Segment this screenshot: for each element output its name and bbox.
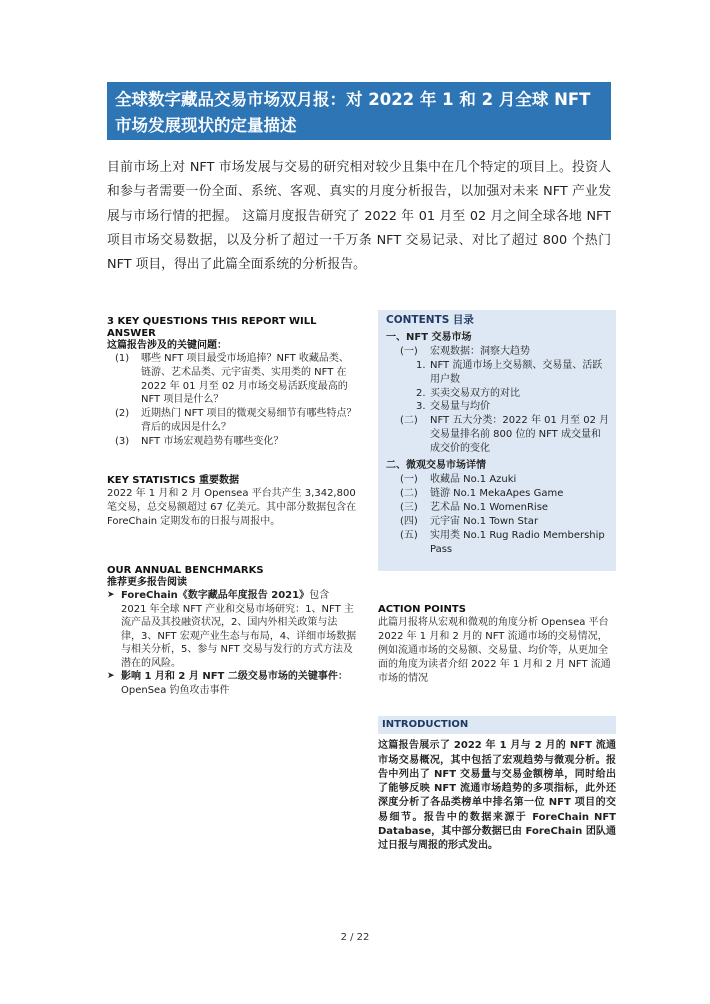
toc-subsection[interactable]: [386, 501, 610, 515]
key-statistics-section: [107, 475, 357, 528]
action-points-section: [378, 604, 616, 686]
question-item: [107, 352, 357, 407]
toc-section-2[interactable]: [386, 459, 610, 473]
key-events-label: 影响 1 月和 2 月 NFT 二级交易市场的关键事件：: [121, 671, 348, 682]
page-number: 2 / 22: [340, 932, 370, 943]
toc-title: NFT 流通市场上交易额、交易量、活跃用户数: [430, 359, 603, 385]
toc-subsection[interactable]: [386, 345, 610, 359]
arrow-bullet-icon: ➤: [107, 590, 115, 600]
contents-box: [378, 310, 616, 571]
toc-title: 链游 No.1 MekaApes Game: [430, 487, 564, 499]
question-item: [107, 407, 357, 435]
arrow-bullet-icon: ➤: [107, 671, 115, 681]
key-questions-heading-cn: 这篇报告涉及的关键问题：: [107, 340, 227, 351]
toc-title: 收藏品 No.1 Azuki: [430, 473, 517, 485]
toc-subsection[interactable]: [386, 473, 610, 487]
toc-title: NFT 交易市场: [406, 331, 472, 343]
benchmark-report-link[interactable]: ForeChain《数字藏品年度报告 2021》: [121, 590, 310, 601]
toc-number: (二): [400, 415, 418, 427]
question-number: (2): [115, 408, 130, 420]
toc-title: 艺术品 No.1 WomenRise: [430, 501, 549, 513]
introduction-text: 这篇报告展示了 2022 年 1 月与 2 月的 NFT 流通市场交易概况，其中包括了宏观趋势与微观分析。报告中列出了 NFT 交易量与交易金额榜单，同时给出了能够反映 NFT 流通市场趋势的多项指标，此外还深度分析了各品类榜单中排名第一位 NFT 项目的交易细节。报告中的数据来源于 ForeChain NFT Database，其中部分数据已由 ForeChain 团队通过日报与周报的形式发出。: [378, 740, 616, 852]
toc-title: 实用类 No.1 Rug Radio Membership Pass: [430, 529, 605, 555]
key-statistics-heading: KEY STATISTICS 重要数据: [107, 475, 240, 486]
toc-section-1[interactable]: [386, 331, 610, 345]
toc-title: 元宇宙 No.1 Town Star: [430, 515, 539, 527]
toc-title: 宏观数据：洞察大趋势: [430, 345, 530, 357]
report-title: 全球数字藏品交易市场双月报：对 2022 年 1 和 2 月全球 NFT 市场发展现状的定量描述: [107, 82, 611, 140]
toc-subsection[interactable]: [386, 414, 610, 456]
toc-number: (五): [400, 529, 418, 541]
toc-number: 3.: [416, 401, 426, 413]
toc-number: 1.: [416, 359, 426, 371]
toc-title: 微观交易市场详情: [406, 460, 486, 472]
toc-item[interactable]: [386, 387, 610, 401]
toc-title: 交易量与均价: [430, 401, 490, 413]
benchmarks-section: [107, 565, 357, 697]
benchmark-report-desc: 包含 2021 年全球 NFT 产业和交易市场研究：1、NFT 主流产品及其投融资状况，2、国内外相关政策与法律，3、NFT 宏观产业生态与布局，4、详细市场数据与相关分析，5、参与 NFT 交易与发行的方式方法及潜在的风险。: [121, 590, 357, 669]
toc-subsection[interactable]: [386, 515, 610, 529]
action-points-text: 此篇月报将从宏观和微观的角度分析 Opensea 平台 2022 年 1 月和 2 月的 NFT 流通市场的交易情况，例如流通市场的交易额、交易量、均价等，从更加全面的角度为读者介绍 2022 年 1 月和 2 月 NFT 流通市场的情况: [378, 617, 611, 684]
toc-title: NFT 五大分类：2022 年 01 月至 02 月交易量排名前 800 位的 NFT 成交量和成交价的变化: [430, 415, 610, 455]
toc-number: (二): [400, 487, 418, 499]
key-questions-heading-en: 3 KEY QUESTIONS THIS REPORT WILL ANSWER: [107, 316, 317, 339]
question-text: 近期热门 NFT 项目的微观交易细节有哪些特点？背后的成因是什么？: [141, 408, 357, 433]
toc-number: 二、: [386, 460, 406, 472]
benchmarks-heading-cn: 推荐更多报告阅读: [107, 577, 187, 588]
toc-number: 一、: [386, 331, 406, 343]
introduction-section: [378, 716, 616, 854]
key-questions-section: [107, 316, 357, 449]
contents-heading: CONTENTS 目录: [386, 314, 474, 326]
toc-number: 2.: [416, 387, 426, 399]
toc-subsection[interactable]: [386, 529, 610, 557]
toc-number: (一): [400, 473, 418, 485]
benchmark-item: [107, 670, 357, 697]
toc-number: (三): [400, 501, 418, 513]
question-text: 哪些 NFT 项目最受市场追捧？NFT 收藏品类、链游、艺术品类、元宇宙类、实用类的 NFT 在 2022 年 01 月至 02 月市场交易活跃度最高的 NFT 项目是什么？: [141, 353, 349, 406]
key-statistics-text: 2022 年 1 月和 2 月 Opensea 平台共产生 3,342,800 笔交易，总交易额超过 67 亿美元。其中部分数据包含在 ForeChain 定期发布的日报与周报中。: [107, 488, 357, 527]
toc-item[interactable]: [386, 400, 610, 414]
benchmark-item: [107, 589, 357, 670]
benchmarks-heading-en: OUR ANNUAL BENCHMARKS: [107, 565, 264, 576]
toc-number: (一): [400, 345, 418, 357]
introduction-heading: INTRODUCTION: [378, 716, 616, 734]
toc-number: (四): [400, 515, 418, 527]
toc-title: 买卖交易双方的对比: [430, 387, 520, 399]
action-points-heading: ACTION POINTS: [378, 604, 466, 615]
intro-paragraph: 目前市场上对 NFT 市场发展与交易的研究相对较少且集中在几个特定的项目上。投资人和参与者需要一份全面、系统、客观、真实的月度分析报告，以加强对未来 NFT 产业发展与市场行情的把握。 这篇月度报告研究了 2022 年 01 月至 02 月之间全球各地 NFT 项目市场交易数据，以及分析了超过一千万条 NFT 交易记录、对比了超过 800 个热门 NFT 项目，得出了此篇全面系统的分析报告。: [107, 160, 611, 273]
question-number: (3): [115, 435, 130, 447]
question-item: [107, 435, 357, 449]
toc-subsection[interactable]: [386, 487, 610, 501]
question-text: NFT 市场宏观趋势有哪些变化？: [141, 435, 284, 447]
key-event-text: OpenSea 钓鱼攻击事件: [121, 684, 230, 696]
toc-item[interactable]: [386, 359, 610, 387]
question-number: (1): [115, 353, 130, 364]
